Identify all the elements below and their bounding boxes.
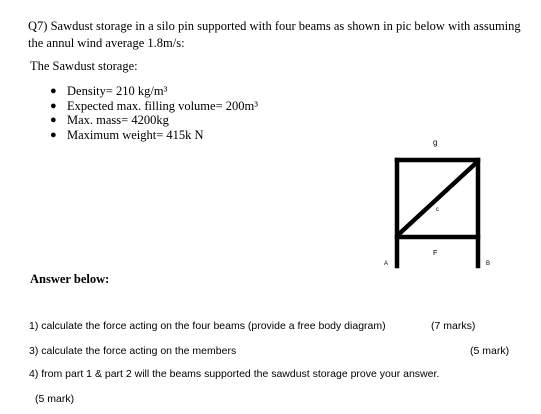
silo-frame-diagram: [375, 130, 500, 275]
frame-diagonal-member: [399, 163, 476, 234]
label-g: g: [433, 138, 438, 147]
spec-item-weight: [46, 128, 258, 143]
bullet-icon: ●: [50, 99, 57, 112]
label-c: c: [436, 207, 439, 213]
task-1-text: 1) calculate the force acting on the four beams (provide a free body diagram): [29, 320, 386, 332]
spec-label: Density= 210 kg/m³: [67, 84, 168, 98]
spec-label: Max. mass= 4200kg: [67, 113, 169, 127]
spec-item-volume: [46, 99, 258, 114]
storage-heading: The Sawdust storage:: [30, 59, 138, 73]
task-2-text: 3) calculate the force acting on the members: [29, 345, 237, 357]
task-3-marks: (5 mark): [35, 393, 75, 405]
spec-label: Expected max. filling volume= 200m³: [67, 98, 258, 113]
task-1-marks: (7 marks): [431, 320, 476, 332]
spec-label: Maximum weight= 415k N: [67, 127, 204, 142]
spec-item-density: [46, 84, 258, 99]
label-b: B: [486, 261, 491, 267]
label-f: F: [433, 250, 438, 257]
task-2-marks: (5 mark): [470, 345, 510, 357]
spec-item-mass: [46, 113, 258, 128]
bullet-icon: ●: [50, 85, 57, 97]
spec-list: [46, 84, 258, 142]
task-3-text: 4) from part 1 & part 2 will the beams supported the sawdust storage prove your answer.: [29, 368, 440, 380]
question-text: Q7) Sawdust storage in a silo pin supported with four beams as shown in pic below with assuming the annul wind average 1.8m/s:: [28, 19, 521, 50]
answer-heading: Answer below:: [30, 272, 110, 286]
bullet-icon: ●: [50, 128, 57, 141]
label-a: A: [384, 261, 389, 267]
bullet-icon: ●: [50, 114, 57, 126]
